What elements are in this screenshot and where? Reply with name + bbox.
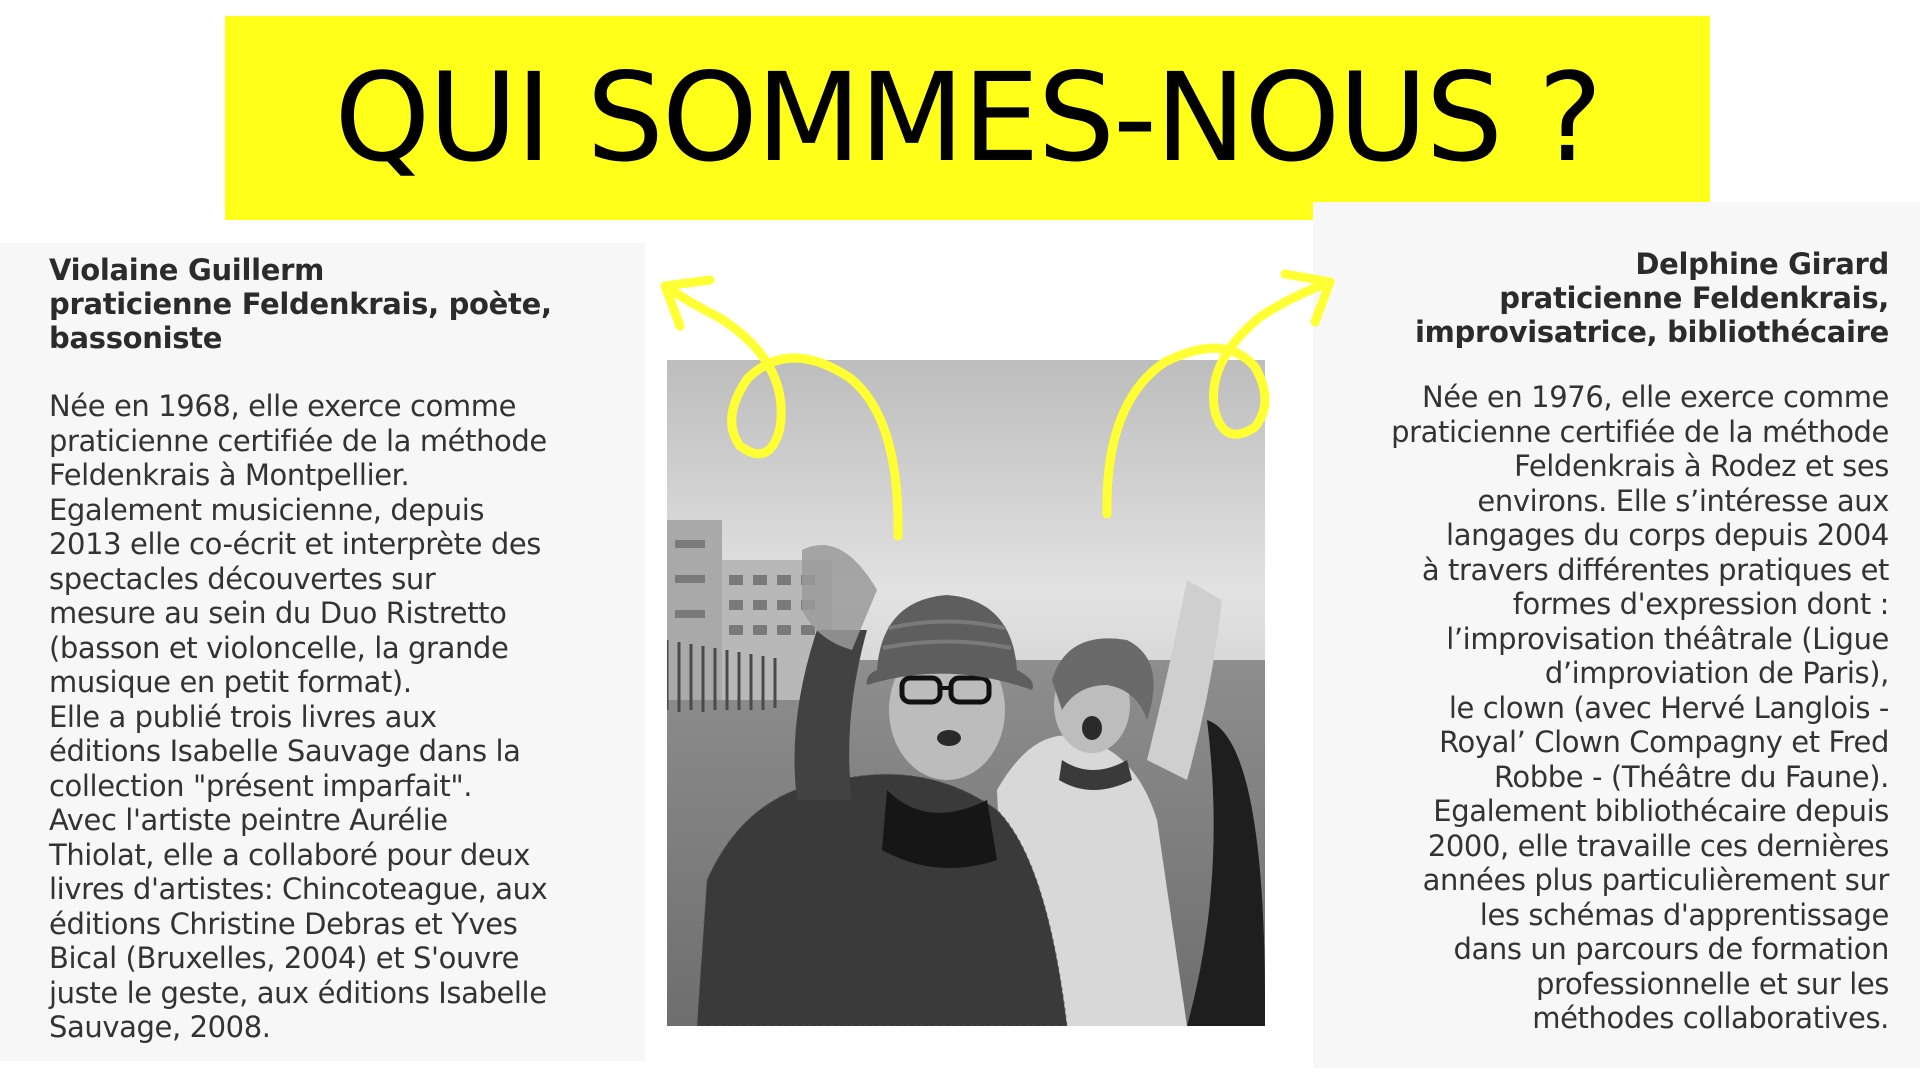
person-name-right: Delphine Girard	[1635, 247, 1889, 281]
profile-card-left	[0, 243, 645, 1061]
title-banner	[225, 16, 1710, 220]
person-role-left: praticienne Feldenkrais, poète, bassoniste	[49, 287, 552, 355]
page-title: QUI SOMMES-NOUS ?	[334, 47, 1601, 189]
curly-arrow-up-right-icon	[1095, 262, 1345, 524]
person-name-left: Violaine Guillerm	[49, 253, 325, 287]
profile-card-right	[1313, 202, 1920, 1068]
person-bio-left: Née en 1968, elle exerce comme praticienne certifiée de la méthode Feldenkrais à Montpellier. Egalement musicienne, depuis 2013 elle co-écrit et interprète des spectacles découvertes sur mesure au sein du Duo Ristretto (basson et violoncelle, la grande musique en petit format). Elle a publié trois livres aux éditions Isabelle Sauvage dans la collection "présent imparfait". Avec l'artiste peintre Aurélie Thiolat, elle a collaboré pour deux livres d'artistes: Chincoteague, aux éditions Christine Debras et Yves Bical (Bruxelles, 2004) et S'ouvre juste le geste, aux éditions Isabelle Sauvage, 2008.	[49, 389, 548, 1044]
person-bio-right: Née en 1976, elle exerce comme praticienne certifiée de la méthode Feldenkrais à Rodez et ses environs. Elle s’intéresse aux langages du corps depuis 2004 à travers différentes pratiques et formes d'expression dont : l’improvisation théâtrale (Ligue d’improviation de Paris), le clown (avec Hervé Langlois - Royal’ Clown Compagny et Fred Robbe - (Théâtre du Faune). Egalement bibliothécaire depuis 2000, elle travaille ces dernières années plus particulièrement sur les schémas d'apprentissage dans un parcours de formation professionnelle et sur les méthodes collaboratives.	[1391, 380, 1889, 1035]
person-role-right: praticienne Feldenkrais, improvisatrice, bibliothécaire	[1414, 281, 1889, 349]
curly-arrow-up-left-icon	[650, 268, 910, 543]
